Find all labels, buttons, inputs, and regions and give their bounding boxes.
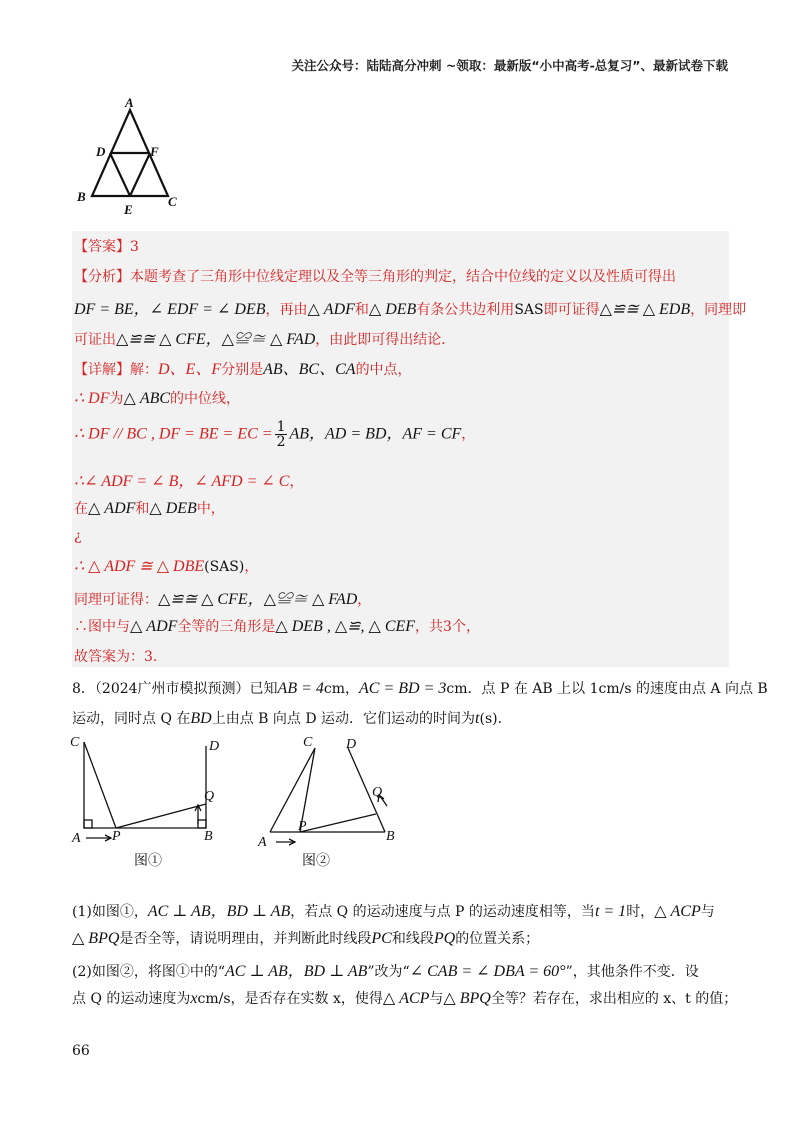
figure-b-caption: 图② [302, 853, 330, 869]
detail-line-4: ∴∠ ADF = ∠ B，∠ AFD = ∠ C， [74, 473, 304, 490]
detail-line-2: ∴ DF为△ ABC的中位线， [74, 390, 241, 407]
detail-line-5: 在△ ADF和△ DEB中， [74, 500, 225, 517]
page-number: 66 [72, 1043, 90, 1059]
label-f: F [150, 144, 159, 159]
fig-a-label-q: Q [204, 789, 215, 804]
label-e: E [124, 202, 133, 217]
fig-a-label-b: B [204, 829, 213, 844]
analysis-line-3: 可证出△≌≅ △ CFE，△≌≅ △ FAD，由此即可得出结论． [74, 331, 456, 348]
question-line-1: 8．（2024广州市模拟预测）已知AB = 4cm，AC = BD = 3cm．点 P 在 AB 上以 1cm/s 的速度由点 A 向点 B [72, 680, 768, 697]
label-a: A [125, 96, 134, 110]
fig-b-label-b: B [386, 829, 395, 844]
fig-b-label-p: P [298, 819, 307, 834]
fig-a-label-d: D [209, 739, 220, 754]
fig-a-label-a: A [72, 831, 81, 846]
detail-line-9: ∴图中与△ ADF全等的三角形是△ DEB , △≌, △ CEF，共3个， [74, 618, 480, 635]
detail-line-1: 【详解】解：D、E、F分别是AB、BC、CA的中点， [74, 361, 412, 378]
label-c: C [168, 194, 177, 209]
figure-a-caption: 图① [134, 853, 162, 869]
fig-a-label-c: C [70, 735, 80, 750]
label-d: D [96, 144, 106, 159]
detail-line-8: 同理可证得：△≌≅ △ CFE，△≌≅ △ FAD， [74, 591, 372, 608]
analysis-line: 【分析】本题考查了三角形中位线定理以及全等三角形的判定，结合中位线的定义以及性质可得出 [74, 269, 676, 285]
question-figures [70, 732, 450, 872]
fig-b-label-q: Q [372, 785, 383, 800]
answer-line: 【答案】3 [74, 239, 139, 255]
detail-line-7: ∴ △ ADF ≅ △ DBE(SAS)， [74, 558, 259, 575]
detail-line-6: ¿ [74, 528, 82, 544]
fig-a-label-p: P [112, 829, 121, 844]
fig-b-label-c: C [303, 735, 313, 750]
part2-line-1: (2)如图②，将图①中的“AC ⊥ AB，BD ⊥ AB”改为“∠ CAB = ∠ DBA = 60°”，其他条件不变．设 [72, 963, 699, 980]
fig-b-label-d: D [346, 737, 357, 752]
triangle-figure [72, 96, 182, 218]
analysis-line-2: DF = BE，∠ EDF = ∠ DEB，再由△ ADF和△ DEB有条公共边利用SAS即可证得△≌≅ △ EDB，同理即 [74, 301, 747, 318]
part2-line-2: 点 Q 的运动速度为xcm/s，是否存在实数 x，使得△ ACP与△ BPQ全等？若存在，求出相应的 x、t 的值； [72, 990, 738, 1007]
label-b: B [77, 189, 86, 204]
part1-line-1: (1)如图①，AC ⊥ AB，BD ⊥ AB，若点 Q 的运动速度与点 P 的运动速度相等，当t = 1时，△ ACP与 [72, 903, 715, 920]
detail-line-10: 故答案为：3. [74, 649, 158, 665]
page-header: 关注公众号：陆陆高分冲刺 ~领取：最新版“小中高考-总复习”、最新试卷下载 [291, 58, 728, 73]
question-line-2: 运动，同时点 Q 在BD上由点 B 向点 D 运动．它们运动的时间为t(s)． [72, 710, 512, 727]
part1-line-2: △ BPQ是否全等，请说明理由，并判断此时线段PC和线段PQ的位置关系； [72, 930, 540, 947]
detail-line-3: ∴ DF // BC , DF = BE = EC = $\frac{1}{2}$ AB，AD = BD，AF = CF， [74, 419, 476, 450]
fig-b-label-a: A [258, 835, 267, 850]
